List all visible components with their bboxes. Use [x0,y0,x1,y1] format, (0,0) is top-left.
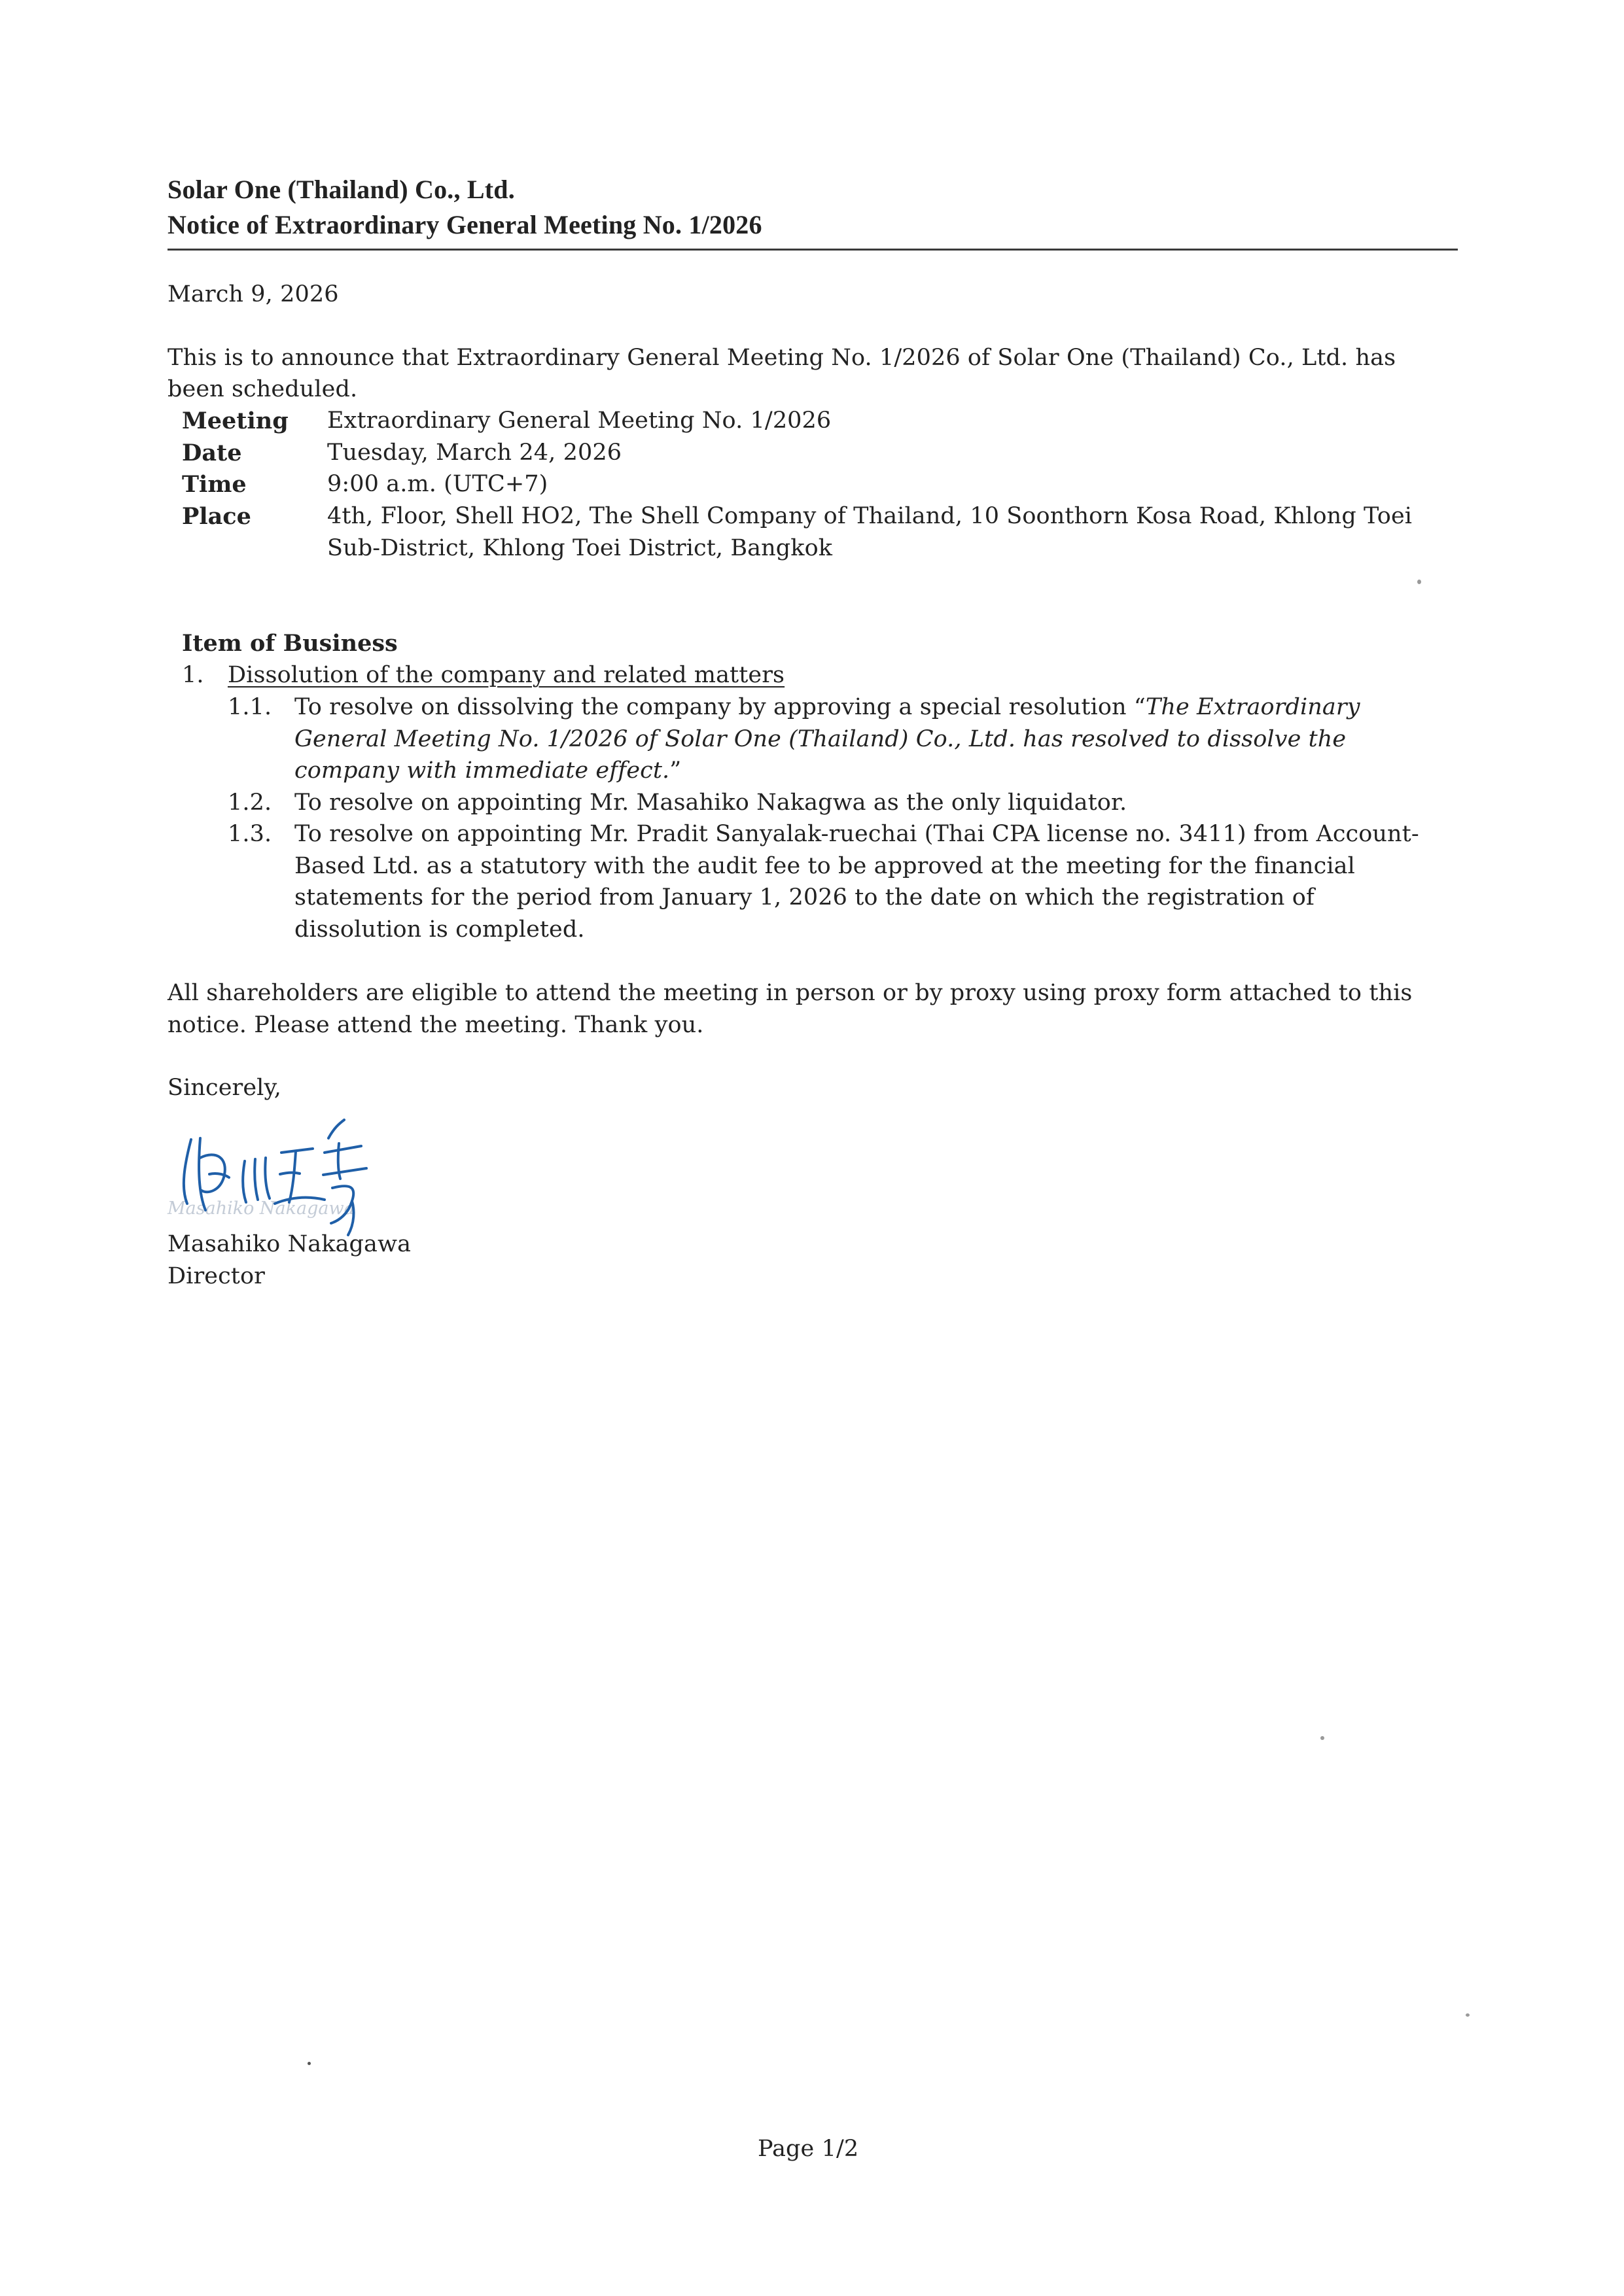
signature-ghost-name: Masahiko Nakagawa [168,1198,355,1219]
item-number: 1. [182,662,204,688]
sub-item-number-1-3: 1.3. [228,821,272,847]
scan-speck [1320,1736,1324,1740]
intro-line-1: This is to announce that Extraordinary General Meeting No. 1/2026 of Solar One (Thailand) Co., Ltd. has [168,345,1396,371]
sub-item-number-1-2: 1.2. [228,790,272,816]
place-value-line-1: 4th, Floor, Shell HO2, The Shell Company of Thailand, 10 Soonthorn Kosa Road, Khlong Toei [327,503,1413,529]
sub-item-1-1-close: ” [669,757,682,784]
company-name: Solar One (Thailand) Co., Ltd. [168,175,515,204]
meeting-label: Meeting [182,408,289,434]
sub-item-1-3-line-4: dissolution is completed. [294,916,585,943]
notice-title: Notice of Extraordinary General Meeting No. 1/2026 [168,210,762,239]
intro-line-2: been scheduled. [168,376,358,402]
sub-item-1-3-line-3: statements for the period from January 1, 2026 to the date on which the registration of [294,884,1315,911]
place-label: Place [182,503,251,530]
business-heading: Item of Business [182,630,398,657]
place-value-line-2: Sub-District, Khlong Toei District, Bangkok [327,535,833,561]
closing-line-1: All shareholders are eligible to attend the meeting in person or by proxy using proxy form attached to this [168,980,1413,1006]
sub-item-1-1-quote-3: company with immediate effect. [294,757,670,784]
header-rule [168,249,1458,251]
sub-item-1-3-line-1: To resolve on appointing Mr. Pradit Sanyalak-ruechai (Thai CPA license no. 3411) from Account- [294,821,1419,847]
page-number: Page 1/2 [758,2136,859,2162]
sub-item-1-1-line-3 [294,757,681,784]
time-label: Time [182,471,247,498]
sub-item-1-1-quote-1: The Extraordinary [1145,694,1360,720]
handwritten-signature [177,1112,393,1249]
scan-speck [308,2062,311,2065]
item-title: Dissolution of the company and related matters [228,662,785,688]
scan-speck [1466,2013,1470,2017]
sub-item-1-3-line-2: Based Ltd. as a statutory with the audit fee to be approved at the meeting for the financial [294,853,1355,879]
sincerely: Sincerely, [168,1075,281,1101]
sub-item-1-2-line-1: To resolve on appointing Mr. Masahiko Nakagwa as the only liquidator. [294,790,1127,816]
time-value: 9:00 a.m. (UTC+7) [327,471,548,497]
closing-line-2: notice. Please attend the meeting. Thank you. [168,1012,704,1038]
signer-title: Director [168,1263,265,1289]
signer-name: Masahiko Nakagawa [168,1231,412,1257]
meeting-value: Extraordinary General Meeting No. 1/2026 [327,408,832,434]
date-label: Date [182,440,242,466]
date-value: Tuesday, March 24, 2026 [327,440,622,466]
scan-speck [1417,580,1421,584]
sub-item-number-1-1: 1.1. [228,694,272,720]
sub-item-1-1-quote-2: General Meeting No. 1/2026 of Solar One (Thailand) Co., Ltd. has resolved to dissolve the [294,726,1347,752]
sub-item-1-1-lead: To resolve on dissolving the company by approving a special resolution “ [294,694,1146,720]
sub-item-1-1-line-1 [294,694,1360,720]
notice-date: March 9, 2026 [168,281,339,307]
